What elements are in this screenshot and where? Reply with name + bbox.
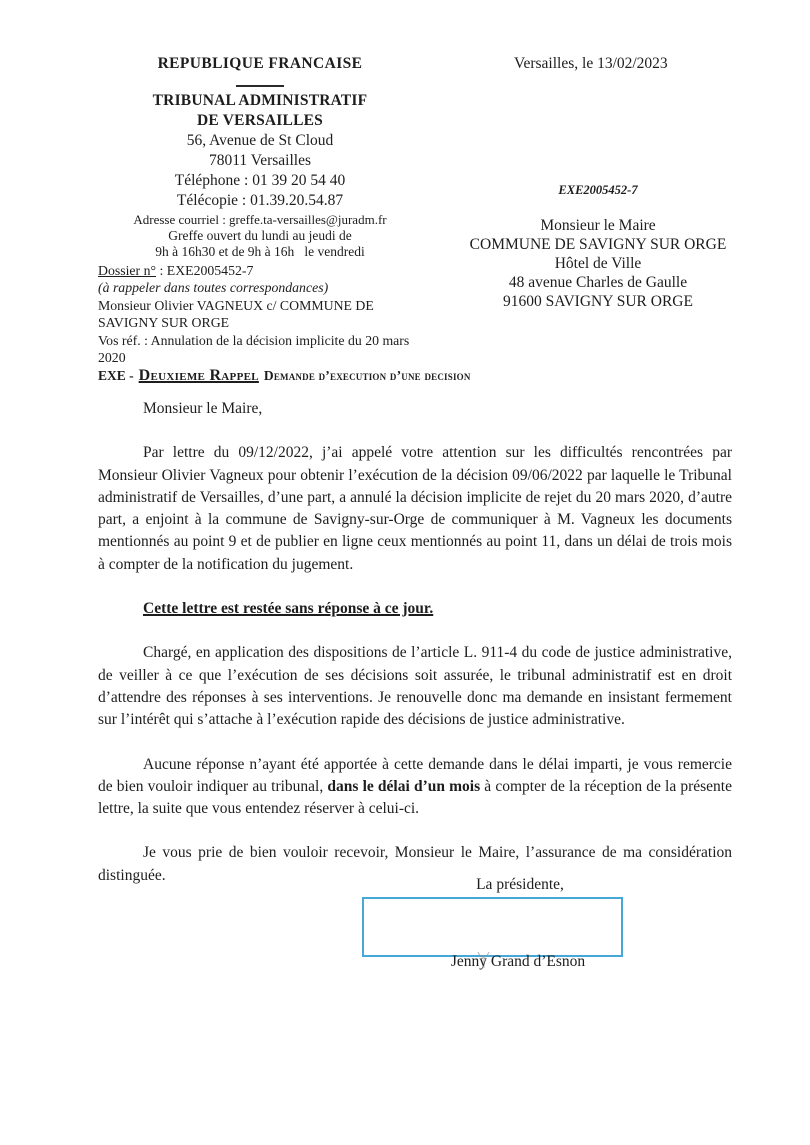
republic-title: REPUBLIQUE FRANCAISE [157, 55, 363, 72]
recipient-line: 91600 SAVIGNY SUR ORGE [503, 293, 693, 310]
case-block [98, 262, 458, 366]
case-number-value: EXE2005452-7 [166, 263, 254, 278]
paragraph-3-text: Aucune réponse n’ayant été apportée à cette demande dans le délai imparti, je vous remercie de bien vouloir indiquer au tribunal, [98, 755, 732, 795]
header-divider [236, 85, 284, 87]
case-note: (à rappeler dans toutes correspondances) [98, 280, 329, 296]
subject-emphasis: Deuxieme Rappel [138, 367, 259, 384]
case-number-label: Dossier n° [98, 263, 157, 278]
sender-fax: Télécopie : 01.39.20.54.87 [176, 192, 344, 209]
office-hours-line2: 9h à 16h30 et de 9h à 16h le vendredi [155, 244, 365, 259]
reference-number: EXE2005452-7 [558, 183, 638, 197]
recipient-line: COMMUNE DE SAVIGNY SUR ORGE [469, 236, 727, 253]
your-ref-line1: Vos réf. : Annulation de la décision implicite du 20 mars [98, 332, 410, 348]
sender-email: Adresse courriel : greffe.ta-versailles@juradm.fr [133, 212, 387, 227]
sender-street: 56, Avenue de St Cloud [186, 132, 334, 149]
closing-formula: Je vous prie de bien vouloir recevoir, Monsieur le Maire, l’assurance de ma considération distinguée. [98, 844, 732, 884]
salutation: Monsieur le Maire, [143, 400, 263, 417]
sender-block [95, 55, 425, 260]
case-number-line [98, 262, 458, 279]
signature-redaction-box [362, 897, 623, 957]
recipient-line: Hôtel de Ville [554, 255, 642, 272]
signatory-title: La présidente, [476, 876, 564, 893]
emphasis-line: Cette lettre est restée sans réponse à ce jour. [143, 600, 434, 618]
subject-line [98, 367, 471, 385]
court-name-line2: DE VERSAILLES [197, 112, 323, 129]
body-paragraph-1: Par lettre du 09/12/2022, j’ai appelé votre attention sur les difficultés rencontrées par Monsieur Olivier Vagneux pour obtenir l’exécution de la décision 09/06/2022 par laquelle le Tribunal administratif de Versailles, d’une part, a annulé la décision implicite de rejet du 20 mars 2020, d’autre part, a enjoint à la commune de Savigny-sur-Orge de communiquer à M. Vagneux les documents mentionnés au point 9 et de publier en ligne ceux mentionnés au point 11, dans un délai de trois mois à compter de la notification du jugement. [98, 444, 732, 573]
body-paragraph-3 [98, 754, 732, 821]
sender-phone: Téléphone : 01 39 20 54 40 [174, 172, 346, 189]
case-parties-line2: SAVIGNY SUR ORGE [98, 315, 230, 331]
signatory-name: Jenny Grand d’Esnon [450, 953, 586, 970]
case-number-separator: : [156, 263, 167, 278]
sender-city: 78011 Versailles [208, 152, 312, 169]
recipient-line: 48 avenue Charles de Gaulle [508, 274, 688, 291]
court-name-line1: TRIBUNAL ADMINISTRATIF [152, 92, 368, 109]
subject-prefix: EXE - [98, 368, 134, 383]
office-hours-line1: Greffe ouvert du lundi au jeudi de [168, 228, 352, 243]
recipient-line: Monsieur le Maire [540, 217, 656, 234]
letter-body [98, 398, 732, 909]
date-line: Versailles, le 13/02/2023 [514, 55, 668, 72]
body-paragraph-2: Chargé, en application des dispositions de l’article L. 911-4 du code de justice administrative, de veiller à ce que l’exécution de ses décisions soit assurée, le tribunal administratif est en droit d’attendre des réponses à ses interventions. Je renouvelle donc ma demande en insistant fermement sur l’intérêt qui s’attache à l’exécution rapide des décisions de justice administrative. [98, 644, 732, 729]
recipient-block [448, 216, 748, 311]
paragraph-3-bold-phrase: dans le délai d’un mois [327, 777, 481, 795]
case-parties-line1: Monsieur Olivier VAGNEUX c/ COMMUNE DE [98, 297, 374, 313]
subject-rest: Demande d’execution d’une decision [263, 368, 471, 383]
your-ref-line2: 2020 [98, 350, 126, 366]
paragraph-3-text: à compter de la réception de la présente lettre, la suite que vous entendez réserver à celui-ci. [98, 777, 732, 818]
